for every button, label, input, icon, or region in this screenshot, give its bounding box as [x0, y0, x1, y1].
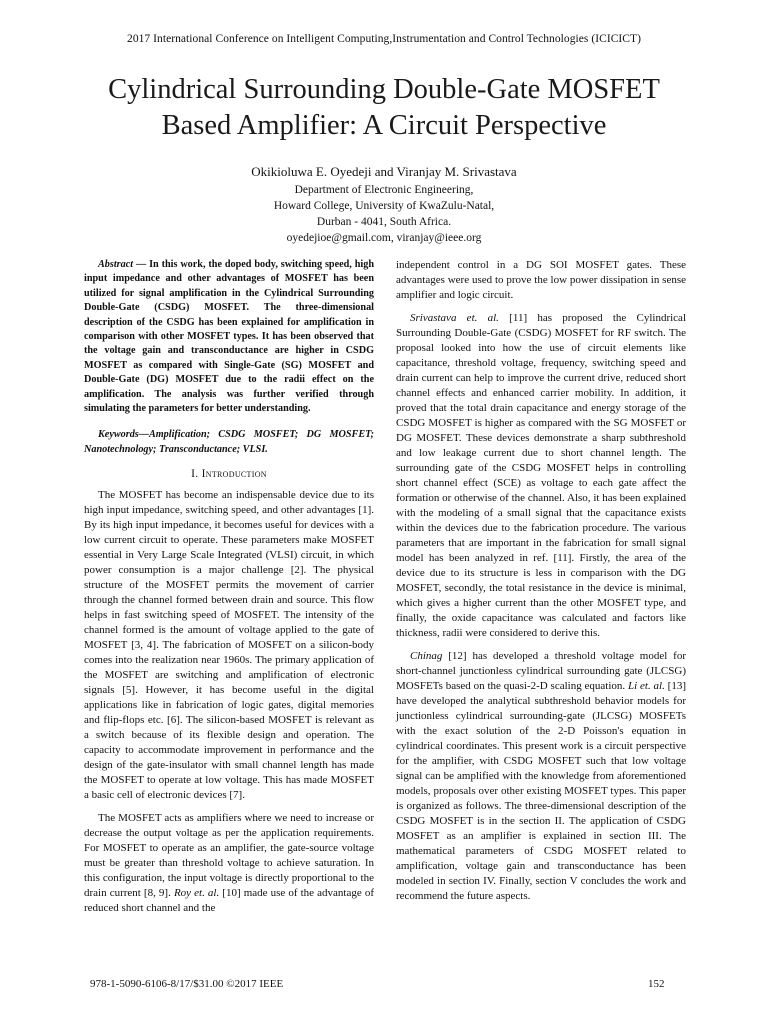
conference-header: 2017 International Conference on Intelligent Computing,Instrumentation and Control Technologies (ICICICT)	[127, 33, 641, 45]
intro-paragraph-1: The MOSFET has become an indispensable device due to its high input impedance, switching speed, and other advantages [1]. By its high input impedance, it becomes useful for devices with a low current circuit to operate. These parameters make MOSFET essential in Very Large Scale Integrated (VLSI) circuit, in which power consumption is a major challenge [2]. The physical structure of the MOSFET permits the movement of carrier through the channel formed between drain and source. This flow helps in fast switching speed of MOSFET. The intensity of the channel formed is the amount of voltage applied to the gate of MOSFET [3, 4]. The fabrication of MOSFET on a silicon-body comes into the realization near 1960s. The primary application of the MOSFET are switching and amplification of electronic signals [5]. However, it has become useful in the digital applications like in fabrication of logic gates, digital memories and flip-flops etc. [6]. The silicon-based MOSFET is relevant as a switch because of its flexible design and operation. The capacity to accommodate improvement in performance and the design of the gate-insulator with small channel length has made the MOSFET to operate at low voltage. This has made MOSFET a basic cell of electronic devices [7].	[84, 489, 374, 802]
citation-roy: Roy et. al.	[173, 887, 220, 900]
section-title: Introduction	[201, 468, 267, 481]
right-paragraph-srivastava-text: [11] has proposed the Cylindrical Surrounding Double-Gate (CSDG) MOSFET for RF switch. The proposal looked into how the use of circuit elements like capacitance, threshold voltage, frequency, switching speed and drain current can help to improve the current drive, reduced short channel effects and enhanced carrier mobility. In addition, it proved that the total drain capacitance and energy storage of the CSDG MOSFET is higher as compared with the SG MOSFET or DG MOSFET. These devices demonstrate a sharp subthreshold and low leakage current due to short channel length. The surrounding gate of the CSDG MOSFET helps in controlling short channel effect (SCE) as voltage to each gate affect the formation or otherwise of the channel. Also, it has been explained with the modeling of a small signal that the capacitance exists within the devices due to the fabrication procedure. The various parameters that are important in the fabrication for small signal model has been analyzed in ref. [11]. Firstly, the area of the device due to its structure is less in comparison with the DG MOSFET, secondly, the total resistance in the device is minimal, which gives a higher current than the other MOSFET type, and finally, the oxide capacitance was calculated and factors like thickness, radii were considered to derive this.	[396, 312, 687, 639]
intro-paragraph-2	[84, 811, 374, 916]
paper-title	[40, 72, 728, 144]
right-paragraph-chinag-text: [12] has developed a threshold voltage model for short-channel junctionless cylindrical surrounding gate (JLCSG) MOSFETs based on the quasi-2-D scaling equation.	[396, 650, 686, 692]
right-paragraph-chinag	[396, 649, 686, 904]
right-column	[396, 258, 686, 912]
affiliation-dept: Department of Electronic Engineering,	[294, 184, 474, 196]
affiliation-block	[0, 182, 768, 246]
right-paragraph-continued: independent control in a DG SOI MOSFET gates. These advantages were used to prove the low power dissipation in sense amplifier and logic circuit.	[396, 259, 686, 301]
left-column	[84, 258, 374, 924]
affiliation-college: Howard College, University of KwaZulu-Natal,	[273, 200, 495, 212]
keywords-text: —Amplification; CSDG MOSFET; DG MOSFET; Nanotechnology; Transconductance; VLSI.	[84, 429, 374, 455]
author-emails: oyedejioe@gmail.com, viranjay@ieee.org	[286, 232, 482, 244]
footer-isbn: 978-1-5090-6106-8/17/$31.00 ©2017 IEEE	[90, 978, 284, 990]
abstract-label: Abstract	[98, 259, 134, 270]
abstract	[84, 258, 374, 416]
citation-chinag: Chinag	[410, 650, 443, 662]
title-line-1: Cylindrical Surrounding Double-Gate MOSFET	[108, 74, 660, 105]
title-line-2: Based Amplifier: A Circuit Perspective	[161, 110, 607, 141]
affiliation-city: Durban - 4041, South Africa.	[316, 216, 452, 228]
abstract-text: — In this work, the doped body, switching speed, high input impedance and other advantages of MOSFET has been utilized for signal amplification in the Cylindrical Surrounding Double-Gate (CSDG) MOSFET. The three-dimensional description of the CSDG has been explained for amplification in comparison with other MOSFET types. It has been observed that the voltage gain and transconductance are higher in CSDG MOSFET as compared with Single-Gate (SG) MOSFET and Double-Gate (DG) MOSFET due to the radii effect on the amplification. The analysis was further verified through simulating the parameters for better understanding.	[84, 259, 374, 415]
keywords-label: Keywords	[98, 429, 139, 441]
intro-paragraph-2-end: [10] made use of the advantage of reduced short channel and the	[84, 887, 374, 915]
intro-paragraph-2-text: The MOSFET acts as amplifiers where we need to increase or decrease the output voltage as per the application requirements. For MOSFET to operate as an amplifier, the gate-source voltage must be greater than threshold voltage to achieve saturation. In this configuration, the input voltage is directly proportional to the drain current [8, 9].	[84, 812, 374, 900]
right-paragraph-li-text: [13] have developed the analytical subthreshold behavior models for junctionless cylindrical surrounding-gate (JLCSG) MOSFETs with the exact solution of the 2-D Poisson's equation in cylindrical coordinates. This present work is a circuit perspective for the amplifier, with CSDG MOSFET such that low voltage signal can be amplified with the knowledge from aforementioned models, proposals over other existing MOSFET types. This paper is organized as follows. The three-dimensional description of the CSDG MOSFET is in the section II. The application of CSDG MOSFET as an amplifier is explained in section III. The mathematical parameters of CSDG MOSFET related to amplification, voltage gain and transconductance has been modeled in section IV. Finally, section V concludes the work and recommend the future aspects.	[396, 680, 687, 902]
keywords	[84, 428, 374, 457]
author-names: Okikioluwa E. Oyedeji and Viranjay M. Srivastava	[251, 164, 517, 179]
citation-srivastava: Srivastava et. al.	[410, 312, 499, 324]
page-number: 152	[648, 978, 665, 990]
right-paragraph-srivastava	[396, 311, 686, 641]
section-heading-introduction	[84, 467, 374, 482]
section-number: I.	[191, 468, 199, 481]
citation-li: Li et. al.	[628, 680, 665, 692]
